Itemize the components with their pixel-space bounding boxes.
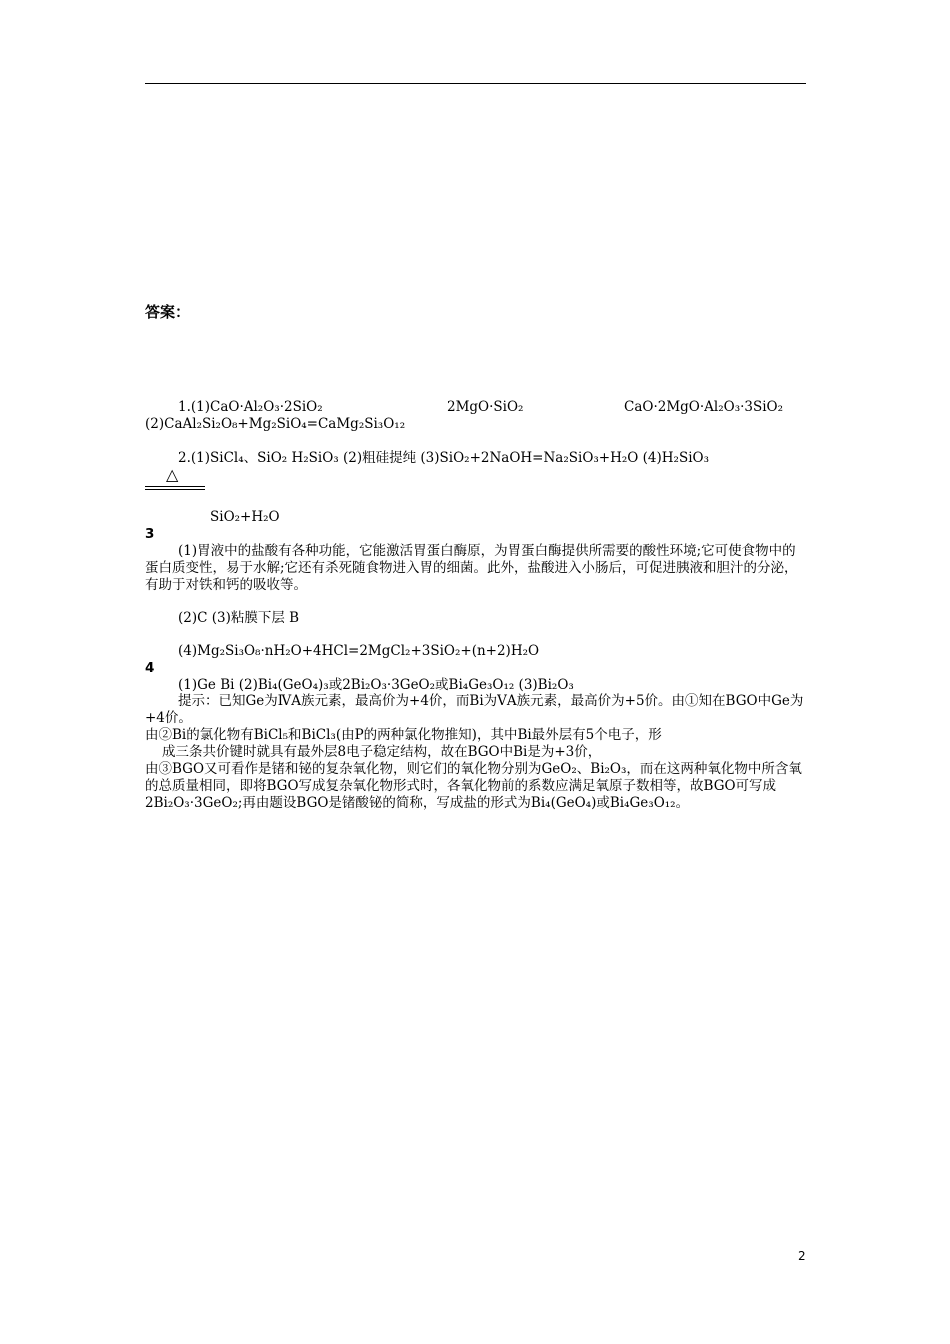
q1-line1-c: CaO·2MgO·Al₂O₃·3SiO₂ xyxy=(624,399,784,415)
q4-line1: (1)Ge Bi (2)Bi₄(GeO₄)₃或2Bi₂O₃·3GeO₂或Bi₄Ge₃O₁₂ (3)Bi₂O₃ xyxy=(178,677,574,693)
q4-paragraph-3: 由③BGO又可看作是锗和铋的复杂氧化物，则它们的氧化物分别为GeO₂、Bi₂O₃，而在这两种氧化物中所含氧的总质量相同，即将BGO写成复杂氧化物形式时，各氧化物前的系数应满足氧原子数相等，故BGO可写成2Bi₂O₃·3GeO₂;再由题设BGO是锗酸铋的简称，写成盐的形式为Bi₄(GeO₄)或Bi₄Ge₃O₁₂。 xyxy=(145,761,802,811)
q2-line1: 2.(1)SiCl₄、SiO₂ H₂SiO₃ (2)粗硅提纯 (3)SiO₂+2NaOH=Na₂SiO₃+H₂O (4)H₂SiO₃ xyxy=(178,450,710,466)
q1-line2: (2)CaAl₂Si₂O₈+Mg₂SiO₄=CaMg₂Si₃O₁₂ xyxy=(145,416,406,432)
q4-paragraph-2b: 成三条共价键时就具有最外层8电子稳定结构，故在BGO中Bi是为+3价， xyxy=(162,744,602,760)
q4-paragraph-2a: 由②Bi的氯化物有BiCl₅和BiCl₃(由P的两种氯化物推知)，其中Bi最外层有5个电子，形 xyxy=(145,727,662,743)
answer-heading: 答案： xyxy=(145,303,191,321)
q1-line1-a: 1.(1)CaO·Al₂O₃·2SiO₂ xyxy=(178,399,323,415)
q3-number: 3 xyxy=(145,526,155,542)
q2-line2: SiO₂+H₂O xyxy=(210,509,280,525)
page-number: 2 xyxy=(798,1249,806,1263)
q3-paragraph-1: (1)胃液中的盐酸有各种功能，它能激活胃蛋白酶原，为胃蛋白酶提供所需要的酸性环境;它可使食物中的蛋白质变性，易于水解;它还有杀死随食物进入胃的细菌。此外，盐酸进入小肠后，可促进胰液和胆汁的分泌，有助于对铁和钙的吸收等。 xyxy=(145,543,798,593)
q3-paragraph-2: (2)C (3)粘膜下层 B xyxy=(178,610,300,626)
heat-triangle-symbol: △ xyxy=(166,465,179,484)
header-rule xyxy=(145,83,806,84)
q4-number: 4 xyxy=(145,660,155,676)
q1-line1-b: 2MgO·SiO₂ xyxy=(447,399,524,415)
reaction-double-line xyxy=(145,486,205,490)
q4-hint: 提示：已知Ge为ⅣA族元素，最高价为+4价，而Bi为ⅤA族元素，最高价为+5价。由①知在BGO中Ge为+4价。 xyxy=(145,693,804,726)
q3-paragraph-3: (4)Mg₂Si₃O₈·nH₂O+4HCl=2MgCl₂+3SiO₂+(n+2)H₂O xyxy=(178,643,540,659)
